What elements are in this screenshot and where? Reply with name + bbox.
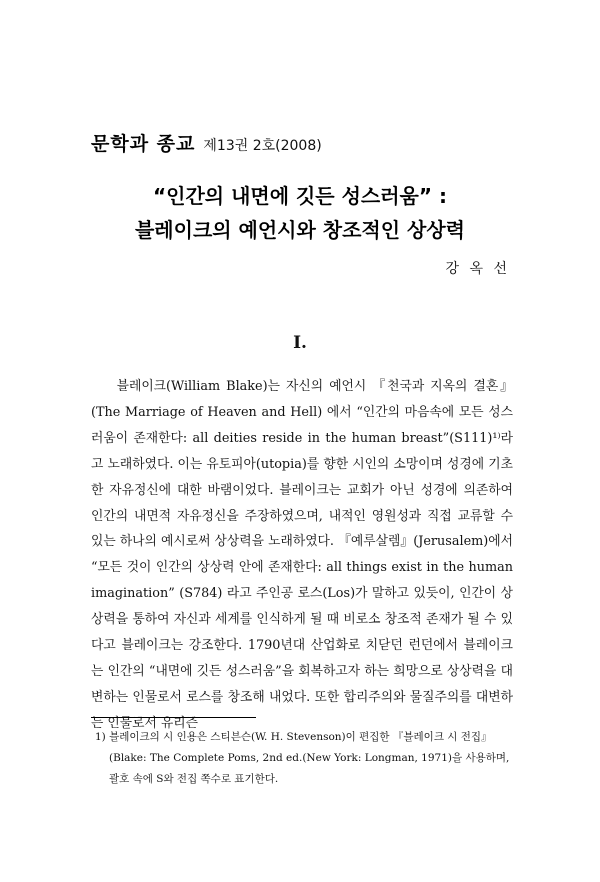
footnote-text: 1) 블레이크의 시 인용은 스티븐슨(W. H. Stevenson)이 편집한 『블레이크 시 전집』 (Blake: The Complete Poms, 2nd ed.(New York: Longman, 1971)을 사용하며, 괄호 속에 S와 전집 쪽수로 표기한다. xyxy=(95,731,510,785)
running-header xyxy=(91,129,322,156)
body-paragraph: 블레이크(William Blake)는 자신의 예언시 『천국과 지옥의 결혼』(The Marriage of Heaven and Hell) 에서 “인간의 마음속에 모든 성스러움이 존재한다: all deities reside in the human breast”(S111)¹⁾라고 노래하였다. 이는 유토피아(utopia)를 향한 시인의 소망이며 성경에 기초한 자유정신에 대한 바램이었다. 블레이크는 교회가 아닌 성경에 의존하여 인간의 내면적 자유정신을 주장하였으며, 내적인 영원성과 직접 교류할 수 있는 하나의 예시로써 상상력을 노래하였다. 『예루살렘』(Jerusalem)에서 “모든 것이 인간의 상상력 안에 존재한다: all things exist in the human imagination” (S784) 라고 주인공 로스(Los)가 말하고 있듯이, 인간이 상상력을 통하여 자신과 세계를 인식하게 될 때 비로소 창조적 존재가 될 수 있다고 블레이크는 강조한다. 1790년대 산업화로 치닫던 런던에서 블레이크는 인간의 “내면에 깃든 성스러움”을 회복하고자 하는 희망으로 상상력을 대변하는 인물로서 로스를 창조해 내었다. 또한 합리주의와 물질주의를 대변하는 인물로서 유리즌 xyxy=(91,379,513,731)
author-name: 강 옥 선 xyxy=(445,261,510,277)
section-heading: I. xyxy=(293,333,307,353)
body-text xyxy=(91,374,513,737)
journal-issue: 제13권 2호(2008) xyxy=(203,138,322,154)
article-title-line-2: 블레이크의 예언시와 창조적인 상상력 xyxy=(134,218,465,242)
footnote-divider xyxy=(91,717,256,718)
article-title-line-1: “인간의 내면에 깃든 성스러움” : xyxy=(153,184,447,208)
footnote xyxy=(95,727,520,790)
journal-logo: 문학과 종교 xyxy=(91,133,196,155)
